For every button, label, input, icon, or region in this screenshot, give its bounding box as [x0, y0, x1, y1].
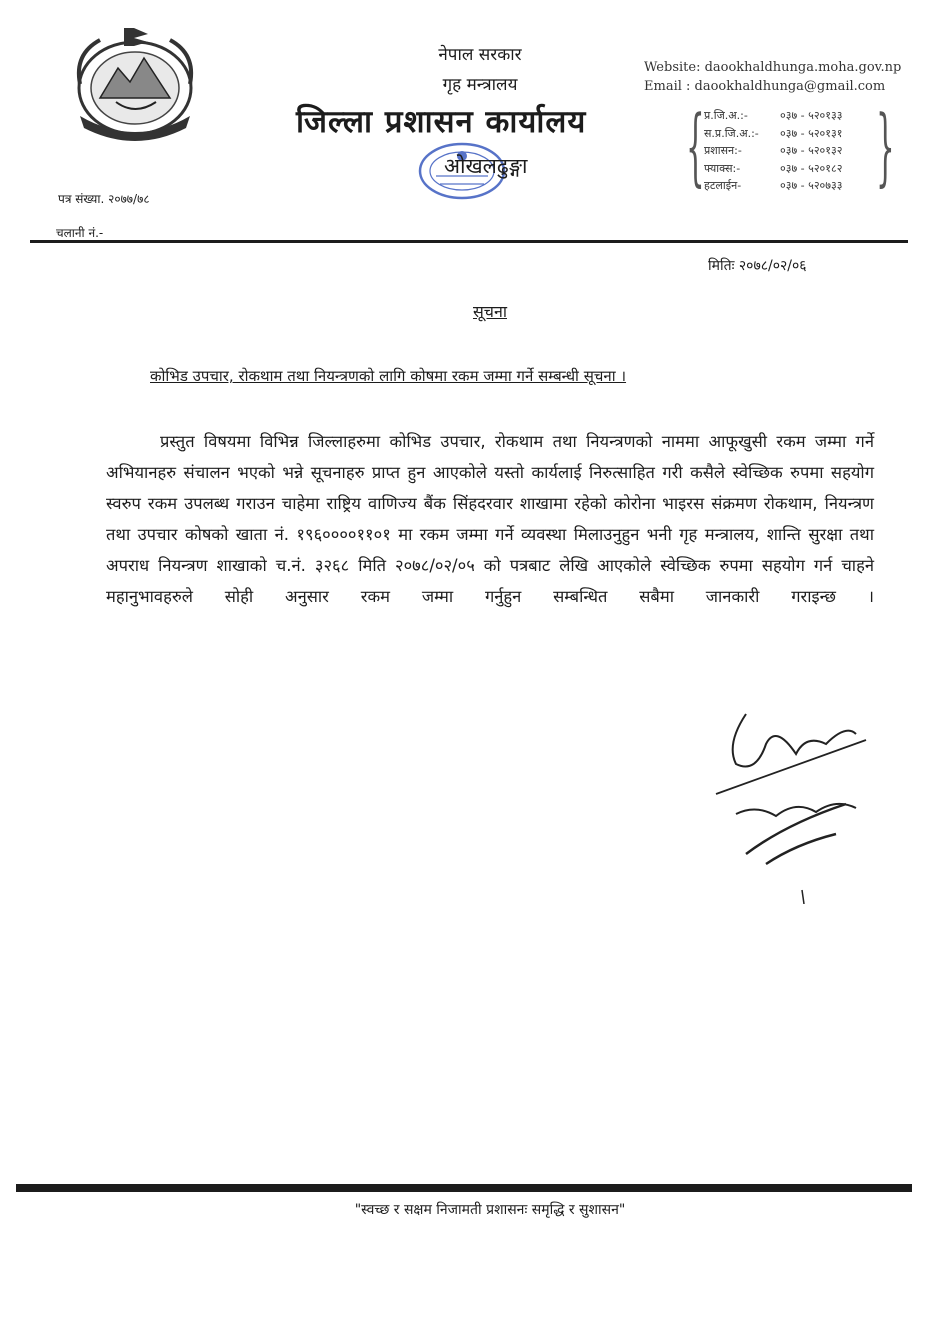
handwritten-signature-icon [706, 704, 876, 904]
letter-body: प्रस्तुत विषयमा विभिन्न जिल्लाहरुमा कोभिड उपचार, रोकथाम तथा नियन्त्रणको नाममा आफूखुसी रकम जम्मा गर्ने अभियानहरु संचालन भएको भन्ने सूचनाहरु प्राप्त हुन आएकोले यस्तो कार्यलाई निरुत्साहित गरी कसैले स्वेच्छिक रुपमा सहयोग स्वरुप रकम उपलब्ध गराउन चाहेमा राष्ट्रिय वाणिज्य बैंक सिंहदरवार शाखामा रहेको कोरोना भाइरस संक्रमण रोकथाम, नियन्त्रण तथा उपचार कोषको खाता नं. १९६००००११०१ मा रकम जम्मा गर्ने व्यवस्था मिलाउनुहुन भनी गृह मन्त्रालय, शान्ति सुरक्षा तथा अपराध नियन्त्रण शाखाको च.नं. ३२६८ मिति २०७८/०२/०५ को पत्रबाट लेखि आएकोले स्वेच्छिक रुपमा सहयोग गर्न चाहने महानुभावहरुले सोही अनुसार रकम जम्मा गर्नुहुन सम्बन्धित सबैमा जानकारी गराइन्छ । [106, 432, 874, 606]
contact-row: हटलाईन- ०३७ - ५२०७३३ [704, 179, 843, 192]
office-title: जिल्ला प्रशासन कार्यालय [296, 104, 587, 140]
website-line: Website: daookhaldhunga.moha.gov.np [644, 60, 902, 75]
footer-motto: "स्वच्छ र सक्षम निजामती प्रशासनः समृद्धि र सुशासन" [354, 1202, 626, 1218]
email-line: Email : daookhaldhunga@gmail.com [644, 79, 886, 94]
district-name: ओखलढुङ्गा [444, 154, 528, 178]
letter-subject: कोभिड उपचार, रोकथाम तथा नियन्त्रणको लागि कोषमा रकम जम्मा गर्ने सम्बन्धी सूचना । [150, 367, 627, 385]
phone-contacts [704, 107, 842, 195]
nepal-government-emblem-icon [66, 24, 204, 148]
contact-web [644, 58, 901, 96]
right-brace: } [876, 97, 895, 195]
contact-row: प्रशासन:- ०३७ - ५२०१३२ [704, 144, 843, 157]
letter-date: मितिः २०७८/०२/०६ [708, 258, 807, 274]
left-brace: { [686, 97, 705, 195]
header-divider [30, 240, 908, 243]
government-name: नेपाल सरकार [438, 45, 522, 65]
letter-reference-number: पत्र संख्या. २०७७/७८ [58, 192, 150, 206]
contact-row: प्र.जि.अ.:- ०३७ - ५२०१३३ [704, 109, 843, 122]
contact-row: स.प्र.जि.अ.:- ०३७ - ५२०१३१ [704, 126, 843, 140]
contact-row: फ्याक्स:- ०३७ - ५२०१८२ [704, 161, 843, 175]
notice-title: सूचना [472, 302, 507, 321]
footer-divider [16, 1184, 912, 1192]
ministry-name: गृह मन्त्रालय [442, 75, 518, 95]
dispatch-number: चलानी नं.- [56, 226, 104, 240]
